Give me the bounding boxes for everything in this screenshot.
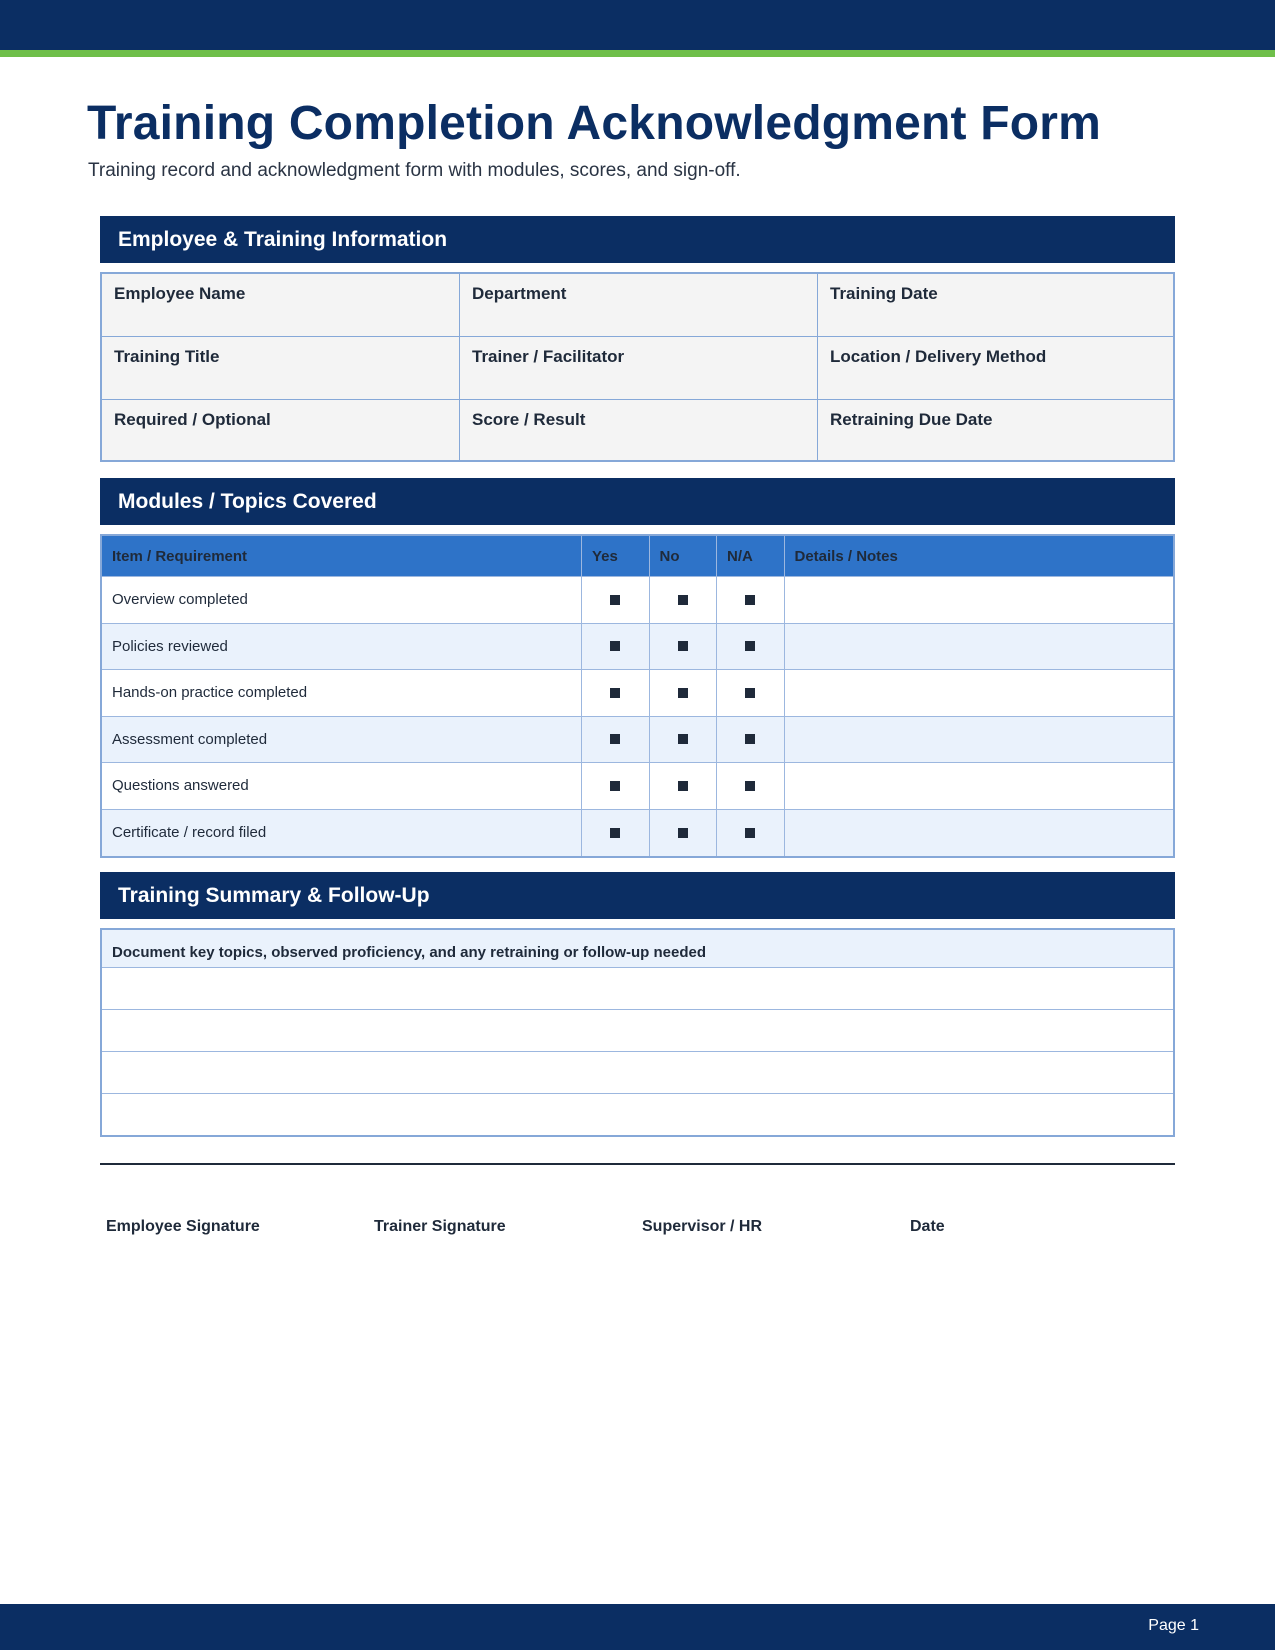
checkbox-na[interactable]: [717, 577, 785, 623]
checkbox-icon: [745, 828, 755, 838]
field-employee-name[interactable]: Employee Name: [102, 274, 460, 337]
checkbox-yes[interactable]: [582, 624, 650, 670]
checkbox-na[interactable]: [717, 624, 785, 670]
table-row: [102, 624, 1173, 671]
checkbox-yes[interactable]: [582, 810, 650, 857]
field-training-title[interactable]: Training Title: [102, 337, 460, 400]
field-location[interactable]: Location / Delivery Method: [818, 337, 1173, 400]
checkbox-icon: [610, 688, 620, 698]
employee-signature-label[interactable]: Employee Signature: [106, 1218, 260, 1235]
notes-field[interactable]: [785, 624, 1174, 670]
section-header-modules: Modules / Topics Covered: [100, 478, 1175, 525]
checkbox-icon: [678, 688, 688, 698]
checkbox-icon: [610, 734, 620, 744]
field-retraining-date[interactable]: Retraining Due Date: [830, 410, 993, 429]
checkbox-icon: [678, 641, 688, 651]
row-item-label: Overview completed: [102, 577, 582, 623]
checkbox-icon: [745, 595, 755, 605]
field-score[interactable]: Score / Result: [460, 400, 818, 460]
notes-field[interactable]: [785, 717, 1174, 763]
checkbox-icon: [678, 828, 688, 838]
checkbox-na[interactable]: [717, 670, 785, 716]
date-signature-label[interactable]: Date: [910, 1218, 945, 1235]
notes-field[interactable]: [785, 763, 1174, 809]
table-header-row: [102, 536, 1173, 577]
modules-table: [100, 534, 1175, 858]
summary-prompt: Document key topics, observed proficiency, and any retraining or follow-up needed: [102, 930, 1173, 968]
footer-band: [0, 1604, 1275, 1650]
checkbox-icon: [678, 595, 688, 605]
table-row: [102, 763, 1173, 810]
summary-line[interactable]: [102, 1094, 1173, 1136]
col-header-na: N/A: [717, 536, 785, 576]
row-item-label: Policies reviewed: [102, 624, 582, 670]
field-department[interactable]: Department: [460, 274, 818, 337]
field-trainer[interactable]: Trainer / Facilitator: [460, 337, 818, 400]
checkbox-yes[interactable]: [582, 763, 650, 809]
notes-field[interactable]: [785, 670, 1174, 716]
signature-rule: [100, 1163, 1175, 1165]
header-band: [0, 0, 1275, 50]
checkbox-icon: [678, 781, 688, 791]
summary-box: [100, 928, 1175, 1137]
checkbox-icon: [610, 595, 620, 605]
supervisor-signature-label[interactable]: Supervisor / HR: [642, 1218, 763, 1235]
page-subtitle: Training record and acknowledgment form with modules, scores, and sign-off.: [88, 160, 741, 181]
checkbox-yes[interactable]: [582, 577, 650, 623]
checkbox-na[interactable]: [717, 717, 785, 763]
page-number: Page 1: [1148, 1617, 1199, 1634]
field-training-date[interactable]: Training Date: [818, 274, 1173, 337]
summary-line[interactable]: [102, 1052, 1173, 1094]
checkbox-icon: [610, 828, 620, 838]
checkbox-yes[interactable]: [582, 670, 650, 716]
checkbox-icon: [745, 688, 755, 698]
checkbox-na[interactable]: [717, 810, 785, 857]
table-row: [102, 717, 1173, 764]
table-row: [102, 810, 1173, 857]
checkbox-icon: [610, 781, 620, 791]
field-required-optional[interactable]: Required / Optional: [102, 400, 460, 460]
checkbox-na[interactable]: [717, 763, 785, 809]
checkbox-no[interactable]: [650, 763, 718, 809]
checkbox-icon: [678, 734, 688, 744]
checkbox-icon: [745, 641, 755, 651]
trainer-signature-label[interactable]: Trainer Signature: [374, 1218, 506, 1235]
row-item-label: Certificate / record filed: [102, 810, 582, 857]
notes-field[interactable]: [785, 577, 1174, 623]
col-header-yes: Yes: [582, 536, 650, 576]
col-header-no: No: [650, 536, 718, 576]
table-row: [102, 670, 1173, 717]
row-item-label: Assessment completed: [102, 717, 582, 763]
checkbox-no[interactable]: [650, 717, 718, 763]
checkbox-no[interactable]: [650, 670, 718, 716]
checkbox-icon: [610, 641, 620, 651]
summary-line[interactable]: [102, 968, 1173, 1010]
row-item-label: Hands-on practice completed: [102, 670, 582, 716]
checkbox-no[interactable]: [650, 624, 718, 670]
checkbox-no[interactable]: [650, 810, 718, 857]
table-row: [102, 577, 1173, 624]
checkbox-no[interactable]: [650, 577, 718, 623]
row-item-label: Questions answered: [102, 763, 582, 809]
summary-line[interactable]: [102, 1010, 1173, 1052]
checkbox-yes[interactable]: [582, 717, 650, 763]
section-header-summary: Training Summary & Follow-Up: [100, 872, 1175, 919]
page-title: Training Completion Acknowledgment Form: [87, 97, 1102, 150]
col-header-notes: Details / Notes: [794, 547, 898, 565]
section-header-info: Employee & Training Information: [100, 216, 1175, 263]
checkbox-icon: [745, 781, 755, 791]
info-grid: [100, 272, 1175, 462]
notes-field[interactable]: [785, 810, 1174, 857]
header-accent-stripe: [0, 50, 1275, 57]
col-header-item: Item / Requirement: [102, 536, 582, 576]
checkbox-icon: [745, 734, 755, 744]
